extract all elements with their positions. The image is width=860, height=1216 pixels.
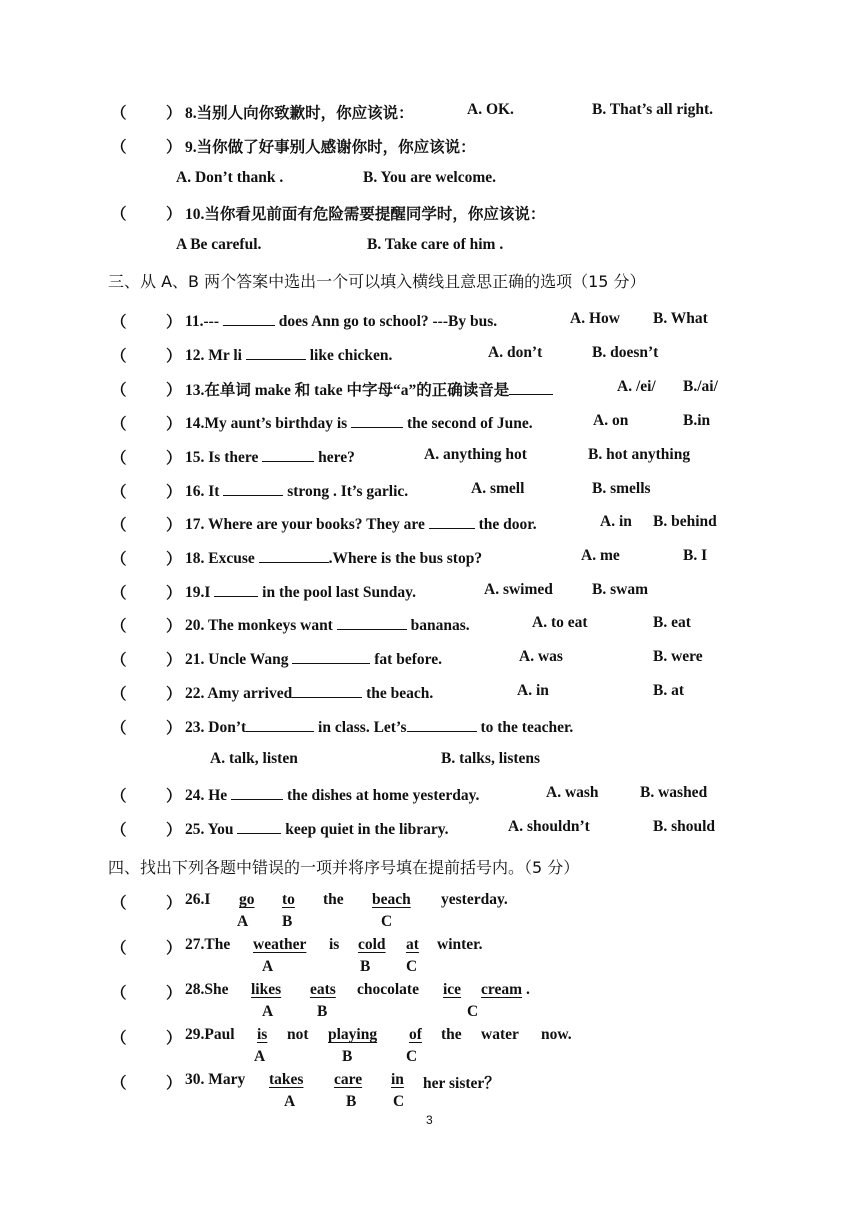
option-a: A. me xyxy=(581,547,620,564)
question-text: 10.当你看见前面有危险需要提醒同学时，你应该说： xyxy=(185,206,546,223)
option-b: B. hot anything xyxy=(588,446,691,463)
answer-paren-open[interactable]: （ xyxy=(111,585,127,602)
fill-blank[interactable] xyxy=(509,379,553,395)
letter-c: C xyxy=(406,958,418,975)
question-18 xyxy=(0,547,860,569)
answer-paren-open[interactable]: （ xyxy=(111,382,127,399)
underlined-word-a: likes xyxy=(251,981,282,998)
question-prefix: 15. Is there xyxy=(185,449,263,466)
answer-paren-close: ） xyxy=(166,1075,182,1092)
question-text: 9.当你做了好事别人感谢你时，你应该说： xyxy=(185,139,476,156)
option-a: A. How xyxy=(570,310,620,327)
option-a: A. was xyxy=(519,648,563,665)
word: 30. Mary xyxy=(185,1071,246,1088)
answer-paren-close: ） xyxy=(166,895,182,912)
question-10 xyxy=(0,202,860,224)
answer-paren-close: ） xyxy=(166,1030,182,1047)
question-26 xyxy=(0,891,860,913)
question-prefix: 21. Uncle Wang xyxy=(185,651,293,668)
question-middle: in class. Let’s xyxy=(314,719,407,736)
question-text xyxy=(185,547,482,568)
underlined-word-c: beach xyxy=(372,891,411,908)
question-text xyxy=(185,446,355,467)
word: winter. xyxy=(437,936,483,953)
question-14 xyxy=(0,412,860,434)
answer-paren-close: ） xyxy=(166,985,182,1002)
answer-paren-open[interactable]: （ xyxy=(111,450,127,467)
fill-blank[interactable] xyxy=(259,547,329,563)
option-a: A. Don’t thank . xyxy=(176,169,284,186)
underlined-word-b: eats xyxy=(310,981,336,998)
letter-c: C xyxy=(406,1048,418,1065)
letter-a: A xyxy=(237,913,249,930)
underlined-word-c: ice xyxy=(443,981,462,998)
question-text xyxy=(185,648,442,669)
question-10-options xyxy=(0,236,860,258)
question-30-letters xyxy=(0,1093,860,1113)
question-27 xyxy=(0,936,860,958)
option-a: A. smell xyxy=(471,480,525,497)
question-text: 8.当别人向你致歉时，你应该说： xyxy=(185,105,414,122)
option-a: A. wash xyxy=(546,784,599,801)
letter-c: C xyxy=(381,913,393,930)
underlined-word-b: to xyxy=(282,891,295,908)
fill-blank[interactable] xyxy=(223,310,275,326)
question-prefix: 16. It xyxy=(185,483,224,500)
answer-paren-open[interactable]: （ xyxy=(111,1030,127,1047)
word: is xyxy=(329,936,340,953)
question-9-options xyxy=(0,169,860,191)
word: not xyxy=(287,1026,309,1043)
fill-blank[interactable] xyxy=(292,648,370,664)
answer-paren-open[interactable]: （ xyxy=(111,652,127,669)
answer-paren-close: ） xyxy=(166,382,182,399)
answer-paren-close: ） xyxy=(166,517,182,534)
section-3-heading: 三、从 A、B 两个答案中选出一个可以填入横线且意思正确的选项（15 分） xyxy=(108,272,646,291)
answer-paren-open[interactable]: （ xyxy=(111,517,127,534)
question-text xyxy=(185,310,497,331)
answer-paren-close: ） xyxy=(166,585,182,602)
question-suffix: to the teacher. xyxy=(476,719,574,736)
underlined-word-b: cold xyxy=(358,936,386,953)
question-28 xyxy=(0,981,860,1003)
answer-paren-close: ） xyxy=(166,314,182,331)
letter-a: A xyxy=(284,1093,296,1110)
letter-b: B xyxy=(282,913,293,930)
option-b: B. should xyxy=(653,818,716,835)
question-text xyxy=(185,581,416,602)
option-b: B. washed xyxy=(640,784,708,801)
answer-paren-open[interactable]: （ xyxy=(111,416,127,433)
fill-blank[interactable] xyxy=(351,412,403,428)
question-text xyxy=(185,344,392,365)
question-text xyxy=(185,412,533,433)
option-b: B. at xyxy=(653,682,684,699)
question-prefix: 25. You xyxy=(185,821,238,838)
question-prefix: 22. Amy arrived xyxy=(185,685,293,702)
question-30 xyxy=(0,1071,860,1093)
word: now. xyxy=(541,1026,572,1043)
fill-blank[interactable] xyxy=(429,513,475,529)
option-b: B. What xyxy=(653,310,708,327)
fill-blank[interactable] xyxy=(407,716,477,732)
answer-paren-close: ） xyxy=(166,720,182,737)
fill-blank[interactable] xyxy=(214,581,258,597)
answer-paren-open[interactable]: （ xyxy=(111,940,127,957)
section-4-heading: 四、找出下列各题中错误的一项并将序号填在提前括号内。（5 分） xyxy=(108,858,580,877)
answer-paren-open[interactable]: （ xyxy=(111,105,127,122)
question-prefix: 12. Mr li xyxy=(185,347,246,364)
question-22 xyxy=(0,682,860,704)
fill-blank[interactable] xyxy=(237,818,281,834)
option-b: B. swam xyxy=(592,581,648,598)
question-prefix: 17. Where are your books? They are xyxy=(185,516,429,533)
answer-paren-close: ） xyxy=(166,484,182,501)
question-23 xyxy=(0,716,860,738)
answer-paren-open[interactable]: （ xyxy=(111,618,127,635)
answer-paren-open[interactable]: （ xyxy=(111,895,127,912)
question-suffix: fat before. xyxy=(370,651,442,668)
option-a: A. swimed xyxy=(484,581,553,598)
question-23-options xyxy=(0,750,860,772)
option-a: A. anything hot xyxy=(424,446,527,463)
answer-paren-open[interactable]: （ xyxy=(111,720,127,737)
letter-b: B xyxy=(346,1093,357,1110)
question-suffix: keep quiet in the library. xyxy=(281,821,449,838)
question-text xyxy=(185,784,479,805)
answer-paren-close: ） xyxy=(166,551,182,568)
question-24 xyxy=(0,784,860,806)
answer-paren-open[interactable]: （ xyxy=(111,1075,127,1092)
question-suffix: like chicken. xyxy=(305,347,393,364)
option-b: B. behind xyxy=(653,513,717,530)
question-prefix: 18. Excuse xyxy=(185,550,259,567)
question-text xyxy=(185,513,537,534)
question-suffix: the dishes at home yesterday. xyxy=(283,787,480,804)
question-suffix: bananas. xyxy=(406,617,470,634)
question-15 xyxy=(0,446,860,468)
fill-blank[interactable] xyxy=(337,614,407,630)
underlined-word-a: takes xyxy=(269,1071,304,1088)
option-b: B. You are welcome. xyxy=(363,169,497,186)
letter-a: A xyxy=(254,1048,266,1065)
question-text xyxy=(185,818,448,839)
letter-a: A xyxy=(262,1003,274,1020)
underlined-word-c: of xyxy=(409,1026,422,1043)
underlined-word-a: is xyxy=(257,1026,268,1043)
answer-paren-close: ） xyxy=(166,206,182,223)
fill-blank[interactable] xyxy=(223,480,283,496)
underlined-word-c: in xyxy=(391,1071,404,1088)
answer-paren-close: ） xyxy=(166,139,182,156)
question-text xyxy=(185,614,470,635)
question-prefix: 19.I xyxy=(185,584,215,601)
option-a: A. shouldn’t xyxy=(508,818,590,835)
option-b: B. smells xyxy=(592,480,651,497)
question-prefix: 23. Don’t xyxy=(185,719,247,736)
answer-paren-close: ） xyxy=(166,348,182,365)
word: water xyxy=(481,1026,519,1043)
word: 28.She xyxy=(185,981,229,998)
letter-b: B xyxy=(317,1003,328,1020)
answer-paren-open[interactable]: （ xyxy=(111,348,127,365)
option-b: B. talks, listens xyxy=(441,750,541,767)
question-12 xyxy=(0,344,860,366)
question-prefix: 24. He xyxy=(185,787,232,804)
letter-b: B xyxy=(342,1048,353,1065)
letter-c: C xyxy=(393,1093,405,1110)
underlined-word-b: playing xyxy=(328,1026,378,1043)
answer-paren-close: ） xyxy=(166,940,182,957)
answer-paren-close: ） xyxy=(166,416,182,433)
option-b: B. I xyxy=(683,547,708,564)
answer-paren-close: ） xyxy=(166,822,182,839)
answer-paren-open[interactable]: （ xyxy=(111,686,127,703)
question-text xyxy=(185,682,433,703)
option-a: A. in xyxy=(517,682,549,699)
option-a: A Be careful. xyxy=(176,236,262,253)
question-16 xyxy=(0,480,860,502)
answer-paren-open[interactable]: （ xyxy=(111,822,127,839)
question-prefix: 14.My aunt’s birthday is xyxy=(185,415,352,432)
option-b: B. doesn’t xyxy=(592,344,659,361)
option-b: B. That’s all right. xyxy=(592,101,714,118)
word: 26.I xyxy=(185,891,211,908)
page-number: 3 xyxy=(426,1113,433,1127)
option-b: B. Take care of him . xyxy=(367,236,504,253)
question-suffix: strong . It’s garlic. xyxy=(283,483,409,500)
word: 29.Paul xyxy=(185,1026,235,1043)
word: chocolate xyxy=(357,981,419,998)
question-text xyxy=(185,378,553,400)
question-13 xyxy=(0,378,860,400)
question-suffix: in the pool last Sunday. xyxy=(258,584,416,601)
question-11 xyxy=(0,310,860,332)
word: the xyxy=(441,1026,462,1043)
underlined-word-b: care xyxy=(334,1071,363,1088)
question-20 xyxy=(0,614,860,636)
answer-paren-close: ） xyxy=(166,686,182,703)
option-b: B. eat xyxy=(653,614,691,631)
word: the xyxy=(323,891,344,908)
fill-blank[interactable] xyxy=(292,682,362,698)
question-26-letters xyxy=(0,913,860,933)
option-b: B.in xyxy=(683,412,711,429)
question-text xyxy=(185,480,408,501)
question-prefix: 13.在单词 make 和 take 中字母“a”的正确读音是 xyxy=(185,382,510,399)
question-9 xyxy=(0,135,860,157)
fill-blank[interactable] xyxy=(246,344,306,360)
option-a: A. talk, listen xyxy=(210,750,298,767)
answer-paren-close: ） xyxy=(166,618,182,635)
underlined-word-a: go xyxy=(239,891,255,908)
answer-paren-open[interactable]: （ xyxy=(111,139,127,156)
answer-paren-open[interactable]: （ xyxy=(111,206,127,223)
letter-a: A xyxy=(262,958,274,975)
question-29-letters xyxy=(0,1048,860,1068)
question-suffix: here? xyxy=(314,449,355,466)
word: . xyxy=(526,981,530,998)
question-suffix: the door. xyxy=(474,516,537,533)
option-a: A. in xyxy=(600,513,632,530)
underlined-word-a: weather xyxy=(253,936,307,953)
option-a: A. to eat xyxy=(532,614,588,631)
question-29 xyxy=(0,1026,860,1048)
question-suffix: the beach. xyxy=(362,685,434,702)
question-prefix: 11.--- xyxy=(185,313,223,330)
fill-blank[interactable] xyxy=(246,716,314,732)
answer-paren-close: ） xyxy=(166,105,182,122)
answer-paren-close: ） xyxy=(166,450,182,467)
underlined-word-c: at xyxy=(406,936,419,953)
letter-c: C xyxy=(467,1003,479,1020)
word: her sister？ xyxy=(423,1075,500,1092)
question-suffix: the second of June. xyxy=(403,415,533,432)
question-25 xyxy=(0,818,860,840)
fill-blank[interactable] xyxy=(262,446,314,462)
question-prefix: 20. The monkeys want xyxy=(185,617,337,634)
fill-blank[interactable] xyxy=(231,784,283,800)
option-a: A. /ei/ xyxy=(617,378,656,395)
answer-paren-open[interactable]: （ xyxy=(111,314,127,331)
option-b: B. were xyxy=(653,648,703,665)
question-21 xyxy=(0,648,860,670)
letter-b: B xyxy=(360,958,371,975)
question-suffix: .Where is the bus stop? xyxy=(328,550,483,567)
question-17 xyxy=(0,513,860,535)
option-a: A. don’t xyxy=(488,344,543,361)
underlined-word-c2: cream xyxy=(481,981,523,998)
word: yesterday. xyxy=(441,891,508,908)
option-a: A. OK. xyxy=(467,101,514,118)
question-19 xyxy=(0,581,860,603)
question-27-letters xyxy=(0,958,860,978)
question-8 xyxy=(0,101,860,123)
answer-paren-close: ） xyxy=(166,788,182,805)
question-text xyxy=(185,716,573,737)
word: 27.The xyxy=(185,936,231,953)
option-a: A. on xyxy=(593,412,629,429)
answer-paren-open[interactable]: （ xyxy=(111,484,127,501)
question-28-letters xyxy=(0,1003,860,1023)
answer-paren-open[interactable]: （ xyxy=(111,985,127,1002)
question-suffix: does Ann go to school? ---By bus. xyxy=(274,313,498,330)
answer-paren-open[interactable]: （ xyxy=(111,551,127,568)
answer-paren-close: ） xyxy=(166,652,182,669)
option-b: B./ai/ xyxy=(683,378,718,395)
answer-paren-open[interactable]: （ xyxy=(111,788,127,805)
